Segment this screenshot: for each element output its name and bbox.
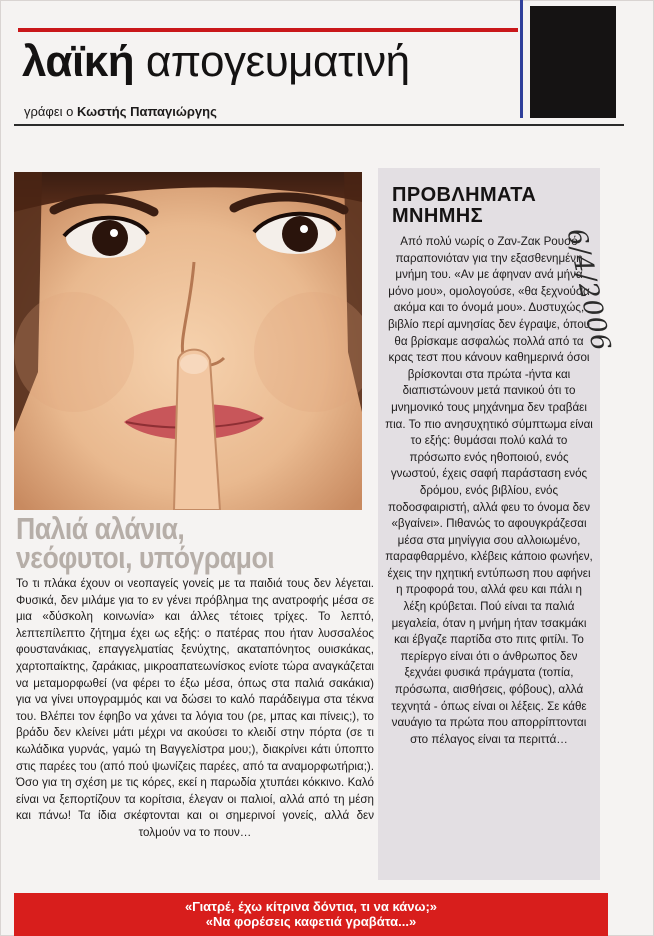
byline-prefix: γράφει ο [24, 104, 74, 119]
sidebar-title-line-2: ΜΝΗΜΗΣ [392, 205, 484, 227]
headline-line-1: Παλιά αλάνια, [16, 511, 185, 546]
column-title [22, 38, 410, 86]
column-title-bold: λαϊκή [22, 37, 135, 86]
article-photo [14, 172, 362, 510]
article-body-text: Το τι πλάκα έχουν οι νεοπαγείς γονείς με τα παιδιά τους δεν λέγεται. Φυσικά, δεν μιλάμε για το εν γένει πρόβλημα της ανατροφής μέσα σε μια «δύσκολη κοινωνία» και άλλες τέτοιες τρίχες. Το λεπτό, λεπτεπίλεπτο ζήτημα έχει ως εξής: ο πατέρας που ήταν λυσσαλέος φουστανάκιας, επαγγελματίας ξενύχτης, ακαταπόνητος ουισκάκας, χαρτοπαίκτης, ζαράκιας, μικροαπατεωνίσκος ενίοτε τώρα αναγκάζεται να μεταμορφωθεί (να φέρει το έξω μέσα, όπως στα παλιά σακάκια) για να γίνει υπογραμμός και να δώσει το καλό παράδειγμα στα τέκνα του. Βλέπει τον έφηβο να χάνει τα λόγια του (ρε, μπας και πίνεις;), το βράδυ δεν κλείνει μάτι μέχρι να ακούσει το κλειδί στην πόρτα (σε τι κωλάδικα γυρνάς, γαμώ τη Βαγγελίστρα μου;), διακρίνει κάτι ύποπτο στις παρέες του (από πού ψωνίζεις παρέες, από τα αναμορφωτήρια;). Όσο για τη σχέση με τις κόρες, εκεί η παρωδία χτυπάει κόκκινο. Καλό είναι να ξεπορτίζουν τα κορίτσια, έλεγαν οι παλιοί, αλλά από τη μέση και πάνω! Τα ίδια σκέφτονται και οι σημερινοί γονείς, αλλά δεν τολμούν να το πουν… [16, 577, 374, 839]
sidebar-body-text: Από πολύ νωρίς ο Ζαν-Ζακ Ρουσό παραπονιόταν για την εξασθενημένη μνήμη του. «Αν με άφηναν ανά μήνα μόνο μου», ομολογούσε, «θα ξεχνούσα ακόμα και το όνομά μου». Δυστυχώς, βιβλίο περί αμνησίας δεν έγραψε, όπου θα βρίσκαμε ασφαλώς πολλά από τα κρας τεστ που κάνουν καθημερινά όσοι βρίσκονται στα πρώτα -ήντα και διαπιστώνουν μετά πανικού ότι το μνημονικό τους μηχάνημα δεν τραβάει πια. Το πιο ανησυχητικό σύμπτωμα είναι το εξής: θυμάσαι πολύ καλά το πρόσωπο ενός ηθοποιού, ενός γνωστού, έχεις σαφή παράσταση ενός δρόμου, ενός βιβλίου, ενός ποδοσφαιριστή, αλλά φευ το όνομα δεν «βγαίνει». Πιθανώς το αφουγκράζεσαι μέσα στα μηνίγγια σου αλλοιωμένο, παραφθαρμένο, κλέβεις κάποιο φωνήεν, έχεις την ηχητική εντύπωση που αφήνει η προφορά του, αλλά φευ και πάλι η λέξη κρύβεται. Πού είναι τα παλιά μεγαλεία, όταν η μνήμη ήταν τσακμάκι και έβγαζε παρτίδα στο πιτς φιτίλι. Το περίεργο είναι ότι ο άνθρωπος δεν ξεχνάει φυσικά πράγματα (τοπία, πρόσωπα, αισθήσεις, φόβους), αλλά τεχνητά - όπως είναι οι λέξεις. Σε κάθε ναυάγιο τα πρώτα που απορρίπτονται στο πέλαγος είναι τα περιττά… [385, 235, 593, 746]
article-headline [16, 511, 317, 575]
headline-line-2: νεόφυτοι, υπόγραμοι [16, 540, 275, 575]
sidebar-body [384, 234, 594, 748]
article-body [16, 576, 374, 842]
footer-quote-line-2: «Να φορέσεις καφετιά γραβάτα...» [205, 914, 417, 929]
masthead-black-block [530, 6, 616, 118]
handwritten-date: 6/4/2006 [560, 226, 616, 355]
byline-author: Κωστής Παπαγιώργης [77, 104, 217, 119]
footer-quote-line-1: «Γιατρέ, έχω κίτρινα δόντια, τι να κάνω;» [184, 899, 438, 914]
sidebar-title [392, 185, 592, 227]
masthead-blue-rule [520, 0, 523, 118]
sidebar-title-line-1: ΠΡΟΒΛΗΜΑΤΑ [392, 184, 537, 206]
masthead-red-rule [18, 28, 518, 32]
column-title-light: απογευματινή [145, 37, 410, 86]
header-divider [14, 124, 624, 126]
byline [24, 104, 217, 119]
girl-shushing-illustration [14, 172, 362, 510]
